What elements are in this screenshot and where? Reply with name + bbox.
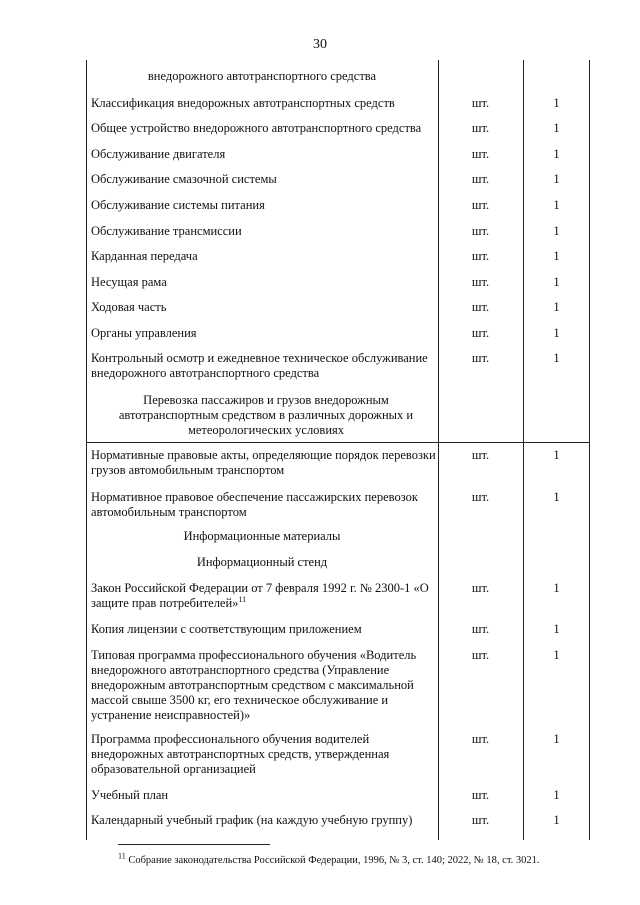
- row-unit: шт.: [471, 96, 490, 110]
- row-qty: 1: [553, 648, 560, 662]
- row-unit: шт.: [471, 788, 490, 802]
- table-row-separator: [86, 442, 590, 443]
- row-text: Контрольный осмотр и ежедневное техническое обслуживание внедорожного автотранспортного средства: [91, 351, 428, 380]
- row-unit: шт.: [471, 275, 490, 289]
- row-unit: шт.: [471, 198, 490, 212]
- row-unit: шт.: [471, 326, 490, 340]
- row-unit: шт.: [471, 732, 490, 746]
- row-text: Карданная передача: [91, 249, 198, 263]
- footnote-rule: [118, 844, 270, 845]
- row-text: Классификация внедорожных автотранспортных средств: [91, 96, 395, 110]
- footnote: [118, 851, 540, 866]
- row-text: Обслуживание системы питания: [91, 198, 265, 212]
- footnote-text: Собрание законодательства Российской Федерации, 1996, № 3, ст. 140; 2022, № 18, ст. 3021.: [128, 855, 540, 866]
- row-unit: шт.: [471, 648, 490, 662]
- row-text: Типовая программа профессионального обучения «Водитель внедорожного автотранспортного средства (Управление внедорожным автотранспортным средством с максимальной массой свыше 3500 кг, его техническое обслуживание и устранение неисправностей)»: [91, 648, 417, 722]
- row-qty: 1: [553, 300, 560, 314]
- row-qty: 1: [553, 275, 560, 289]
- row-qty: 1: [553, 732, 560, 746]
- row-unit: шт.: [471, 490, 490, 504]
- row-text: Программа профессионального обучения водителей внедорожных автотранспортных средств, утвержденная образовательной организацией: [91, 732, 390, 776]
- table-border-left: [86, 60, 87, 840]
- row-qty: 1: [553, 96, 560, 110]
- footnote-ref: 11: [238, 594, 247, 604]
- row-unit: шт.: [471, 172, 490, 186]
- row-qty: 1: [553, 448, 560, 462]
- row-qty: 1: [553, 581, 560, 595]
- row-text: Календарный учебный график (на каждую учебную группу): [91, 813, 413, 827]
- row-text-main: Закон Российской Федерации от 7 февраля 1992 г. № 2300-1 «О защите прав потребителей»: [91, 581, 429, 610]
- row-unit: шт.: [471, 300, 490, 314]
- row-text: Копия лицензии с соответствующим приложением: [91, 622, 362, 636]
- row-qty: 1: [553, 198, 560, 212]
- row-qty: 1: [553, 788, 560, 802]
- section-heading: Информационные материалы: [183, 529, 341, 543]
- row-text: [91, 581, 436, 611]
- row-unit: шт.: [471, 249, 490, 263]
- row-text: Нормативные правовые акты, определяющие порядок перевозки грузов автомобильным транспортом: [91, 448, 436, 477]
- row-qty: 1: [553, 121, 560, 135]
- row-unit: шт.: [471, 813, 490, 827]
- row-unit: шт.: [471, 224, 490, 238]
- row-unit: шт.: [471, 351, 490, 365]
- page-number: 30: [313, 37, 327, 52]
- row-text: Несущая рама: [91, 275, 167, 289]
- row-text: Обслуживание смазочной системы: [91, 172, 277, 186]
- row-text: Учебный план: [91, 788, 169, 802]
- footnote-mark: 11: [118, 851, 126, 861]
- row-qty: 1: [553, 224, 560, 238]
- row-text: Обслуживание трансмиссии: [91, 224, 242, 238]
- row-text: Обслуживание двигателя: [91, 147, 226, 161]
- row-unit: шт.: [471, 581, 490, 595]
- row-qty: 1: [553, 622, 560, 636]
- section-heading: Перевозка пассажиров и грузов внедорожным автотранспортным средством в различных дорожных и метеорологических условиях: [118, 393, 414, 437]
- row-unit: шт.: [471, 147, 490, 161]
- row-qty: 1: [553, 172, 560, 186]
- row-unit: шт.: [471, 121, 490, 135]
- row-text: Ходовая часть: [91, 300, 167, 314]
- row-qty: 1: [553, 490, 560, 504]
- row-qty: 1: [553, 249, 560, 263]
- row-text: Общее устройство внедорожного автотранспортного средства: [91, 121, 422, 135]
- row-qty: 1: [553, 326, 560, 340]
- section-heading: Информационный стенд: [196, 555, 328, 569]
- row-text: Органы управления: [91, 326, 197, 340]
- row-qty: 1: [553, 351, 560, 365]
- equipment-table: [86, 60, 590, 840]
- row-text: внедорожного автотранспортного средства: [147, 69, 377, 83]
- row-unit: шт.: [471, 448, 490, 462]
- row-qty: 1: [553, 147, 560, 161]
- row-unit: шт.: [471, 622, 490, 636]
- row-text: Нормативное правовое обеспечение пассажирских перевозок автомобильным транспортом: [91, 490, 418, 519]
- row-qty: 1: [553, 813, 560, 827]
